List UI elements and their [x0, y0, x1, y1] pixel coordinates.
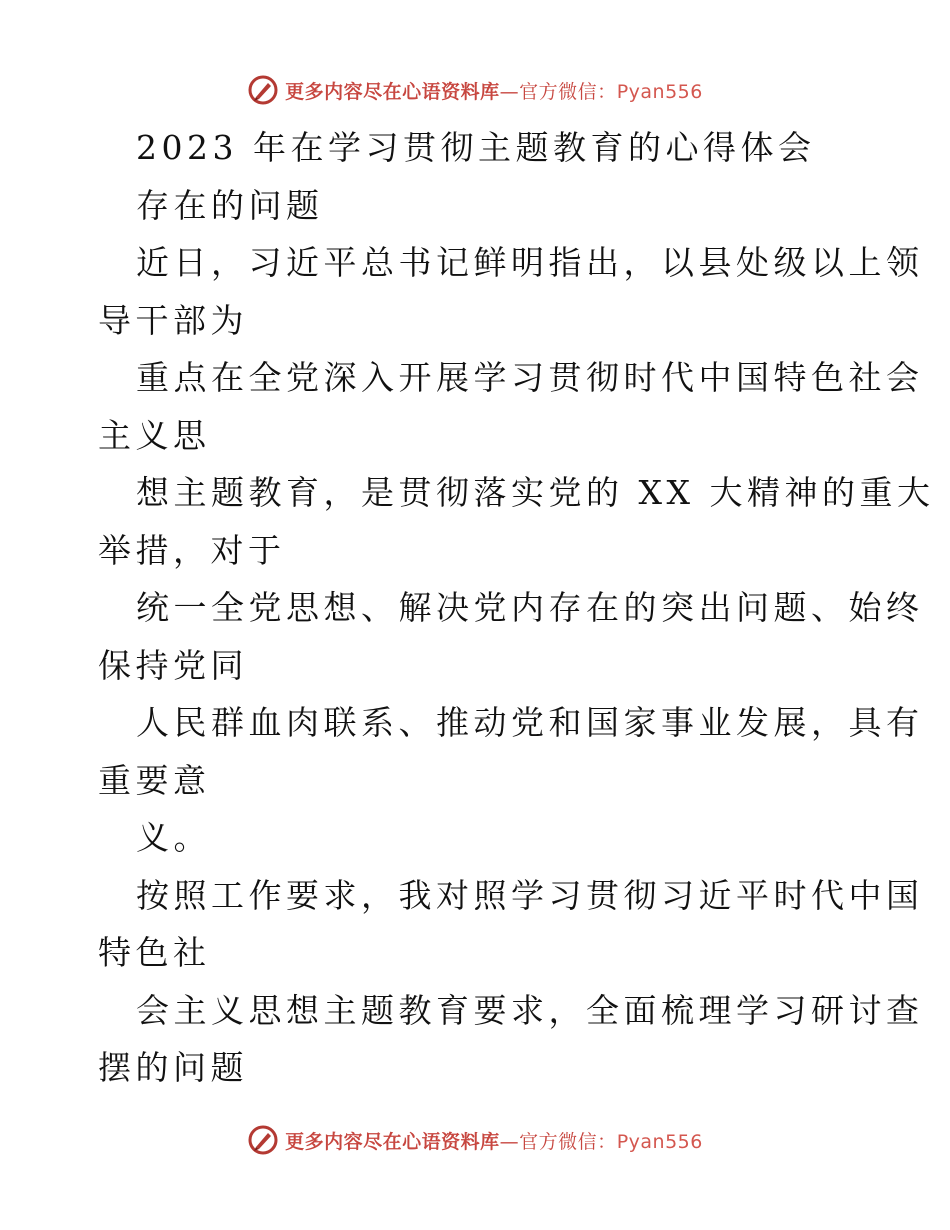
banner-brand: 更多内容尽在心语资料库	[285, 1130, 500, 1153]
text-line: 想主题教育，是贯彻落实党的 XX 大精神的重大	[136, 473, 935, 512]
pen-logo-icon	[247, 1124, 279, 1156]
text-line: 导干部为	[98, 300, 248, 340]
banner-text	[285, 77, 703, 104]
section-heading: 存在的问题	[136, 185, 324, 225]
banner-dash: —	[499, 1130, 520, 1153]
text-line: 重要意	[98, 760, 211, 800]
text-line: 近日，习近平总书记鲜明指出，以县处级以上领	[136, 243, 924, 282]
text-line: 统一全党思想、解决党内存在的突出问题、始终	[136, 588, 924, 627]
text-line: 特色社	[98, 933, 211, 972]
header-watermark-banner	[0, 70, 950, 110]
banner-wechat-label: 官方微信：	[519, 1130, 617, 1153]
document-body	[0, 119, 950, 1097]
text-line: 重点在全党深入开展学习贯彻时代中国特色社会	[136, 358, 924, 397]
text-line: 义。	[136, 818, 211, 857]
text-line: 人民群血肉联系、推动党和国家事业发展，具有	[136, 703, 924, 742]
footer-watermark-banner	[0, 1120, 950, 1160]
banner-text	[285, 1127, 703, 1154]
text-line: 摆的问题	[98, 1048, 248, 1087]
banner-wechat-id: Pyan556	[616, 1130, 703, 1153]
pen-logo-icon	[247, 74, 279, 106]
text-line: 主义思	[98, 415, 211, 455]
text-line: 按照工作要求，我对照学习贯彻习近平时代中国	[136, 875, 924, 915]
banner-dash: —	[499, 80, 520, 103]
text-line: 举措，对于	[98, 530, 286, 570]
text-line: 会主义思想主题教育要求，全面梳理学习研讨查	[136, 990, 924, 1030]
banner-wechat-id: Pyan556	[616, 80, 703, 103]
banner-wechat-label: 官方微信：	[519, 80, 617, 103]
banner-brand: 更多内容尽在心语资料库	[285, 80, 500, 103]
text-line: 保持党同	[98, 645, 248, 685]
document-title: 2023 年在学习贯彻主题教育的心得体会	[136, 128, 816, 167]
